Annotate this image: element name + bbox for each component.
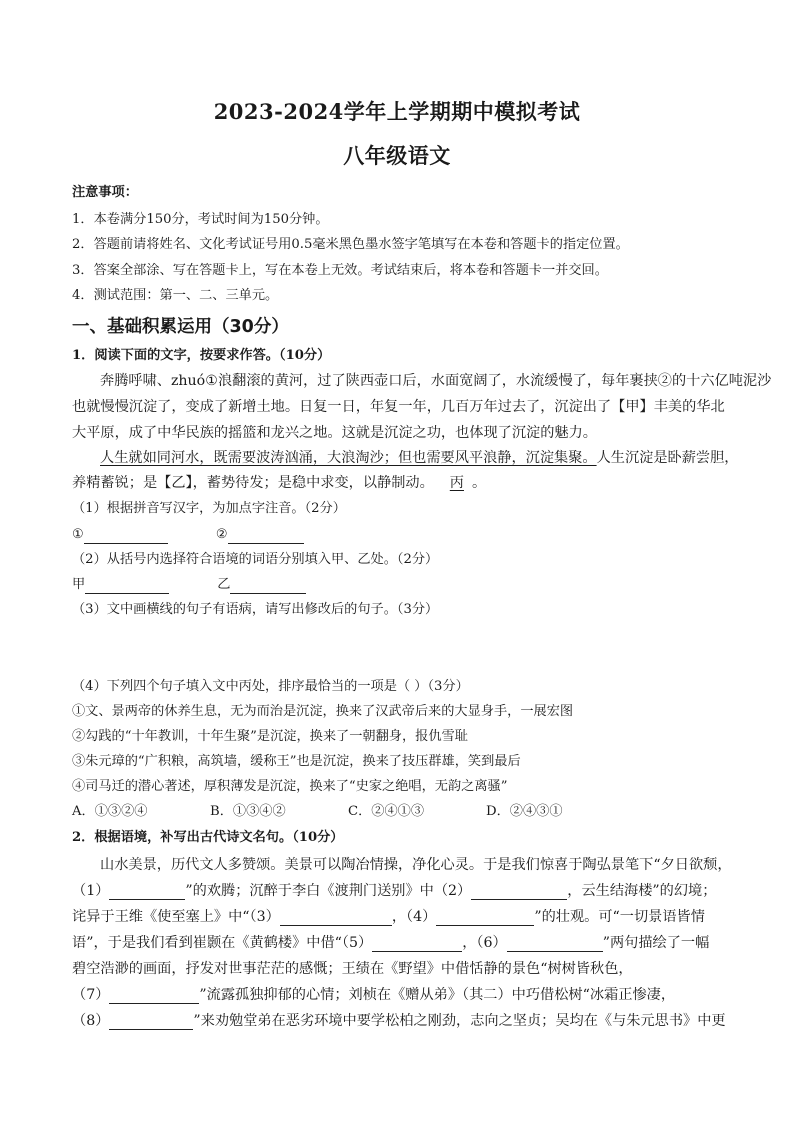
passage-line — [72, 934, 709, 952]
choice-a[interactable]: A．①③②④ — [72, 804, 148, 819]
exam-title: 2023-2024学年上学期期中模拟考试 — [213, 99, 581, 124]
note-item: 4．测试范围：第一、二、三单元。 — [72, 288, 279, 303]
option-sentence: ④司马迁的潜心著述，厚积薄发是沉淀，换来了“史家之绝唱，无韵之离骚” — [72, 779, 508, 794]
blank-bing: 丙 — [449, 475, 464, 491]
passage-line — [72, 882, 716, 900]
answer-label: 乙 — [217, 577, 231, 592]
choice-c[interactable]: C．②④①③ — [348, 804, 425, 819]
answer-blank[interactable] — [507, 937, 603, 952]
passage-text: ，（6） — [462, 935, 507, 951]
answer-label: ② — [215, 527, 228, 542]
passage-text: ，云生结海楼”的幻境； — [567, 883, 717, 899]
notes-heading: 注意事项： — [72, 185, 138, 200]
passage-text: ，（4） — [391, 909, 437, 925]
passage-line: 奔腾呼啸、zhuó①浪翻滚的黄河，过了陕西壶口后，水面宽阔了，水流缓慢了，每年裹挟②的十六亿吨泥沙 — [100, 373, 772, 389]
answer-blank[interactable] — [280, 911, 392, 926]
answer-blank[interactable] — [230, 579, 306, 594]
answer-blank[interactable] — [109, 1015, 193, 1030]
answer-blank[interactable] — [109, 885, 185, 900]
passage-text: ”的欢腾；沉醉于李白《渡荆门送别》中（2） — [185, 883, 472, 899]
passage-text: 养精蓄锐；是【乙】，蓄势待发；是稳中求变，以静制动。 — [72, 475, 434, 491]
answer-blank[interactable] — [436, 911, 534, 926]
answer-label: ① — [72, 527, 84, 542]
section-title: 一、基础积累运用（30分） — [72, 317, 289, 337]
answer-blank[interactable] — [228, 529, 304, 544]
passage-line — [72, 474, 486, 492]
passage-line — [72, 908, 705, 926]
passage-text: 。 — [471, 475, 487, 491]
option-sentence: ①文、景两帝的休养生息，无为而治是沉淀，换来了汉武帝后来的大显身手，一展宏图 — [72, 704, 574, 719]
answer-line — [72, 526, 304, 544]
choice-d[interactable]: D．②④③① — [486, 804, 563, 819]
answer-blank[interactable] — [109, 989, 199, 1004]
answer-blank[interactable] — [471, 885, 567, 900]
answer-blank[interactable] — [85, 579, 169, 594]
answer-line — [72, 576, 306, 594]
passage-text: ”来劝勉堂弟在恶劣环境中要学松柏之刚劲，志向之坚贞；吴均在《与朱元思书》中更 — [193, 1013, 726, 1029]
option-sentence: ③朱元璋的“广积粮，高筑墙，缓称王”也是沉淀，换来了技压群雄，笑到最后 — [72, 754, 521, 769]
passage-text: ”两句描绘了一幅 — [602, 935, 710, 951]
passage-line — [72, 986, 675, 1004]
passage-text: ”流露孤独抑郁的心情；刘桢在《赠从弟》（其二）中巧借松树“冰霜正惨凄， — [199, 987, 676, 1003]
passage-line — [72, 1012, 726, 1030]
passage-text: 语”，于是我们看到崔颢在《黄鹤楼》中借“（5） — [72, 935, 373, 951]
passage-line: 碧空浩渺的画面，抒发对世事茫茫的感慨；王绩在《野望》中借恬静的景色“树树皆秋色， — [72, 961, 633, 977]
underlined-sentence: 人生就如同河水，既需要波涛汹涌，大浪淘沙；但也需要风平浪静，沉淀集聚。 — [100, 450, 597, 466]
passage-text: 诧异于王维《使至塞上》中“（3） — [72, 909, 280, 925]
passage-text: 人生沉淀是卧薪尝胆， — [596, 450, 739, 466]
exam-subtitle: 八年级语文 — [343, 143, 451, 168]
note-item: 3．答案全部涂、写在答题卡上，写在本卷上无效。考试结束后，将本卷和答题卡一并交回。 — [72, 263, 608, 278]
sub-question: （3）文中画横线的句子有语病，请写出修改后的句子。（3分） — [72, 602, 439, 617]
passage-text: ”的壮观。可“一切景语皆情 — [534, 909, 705, 925]
answer-blank[interactable] — [84, 529, 168, 544]
sub-question: （2）从括号内选择符合语境的词语分别填入甲、乙处。（2分） — [72, 552, 439, 567]
blank-number: （8） — [72, 1013, 110, 1029]
choice-b[interactable]: B．①③④② — [210, 804, 286, 819]
note-item: 2．答题前请将姓名、文化考试证号用0.5毫米黑色墨水签字笔填写在本卷和答题卡的指定位置。 — [72, 237, 629, 252]
blank-number: （1） — [72, 883, 110, 899]
passage-line: 山水美景，历代文人多赞颂。美景可以陶冶情操，净化心灵。于是我们惊喜于陶弘景笔下“夕日欲颓， — [100, 857, 732, 873]
note-item: 1．本卷满分150分，考试时间为150分钟。 — [72, 212, 329, 227]
passage-line: 也就慢慢沉淀了，变成了新增土地。日复一日，年复一年，几百万年过去了，沉淀出了【甲】丰美的华北 — [72, 399, 725, 415]
sub-question: （4）下列四个句子填入文中丙处，排序最恰当的一项是（ ）（3分） — [72, 679, 469, 694]
choice-row — [72, 803, 563, 821]
question-2-heading: 2．根据语境，补写出古代诗文名句。（10分） — [72, 830, 344, 845]
passage-line: 大平原，成了中华民族的摇篮和龙兴之地。这就是沉淀之功，也体现了沉淀的魅力。 — [72, 425, 597, 441]
sub-question: （1）根据拼音写汉字，为加点字注音。（2分） — [72, 501, 346, 516]
question-1-heading: 1．阅读下面的文字，按要求作答。（10分） — [72, 348, 331, 363]
answer-label: 甲 — [72, 577, 86, 592]
blank-number: （7） — [72, 987, 110, 1003]
option-sentence: ②勾践的“十年教训，十年生聚”是沉淀，换来了一朝翻身，报仇雪耻 — [72, 729, 468, 744]
passage-line — [100, 449, 738, 467]
answer-blank[interactable] — [372, 937, 462, 952]
